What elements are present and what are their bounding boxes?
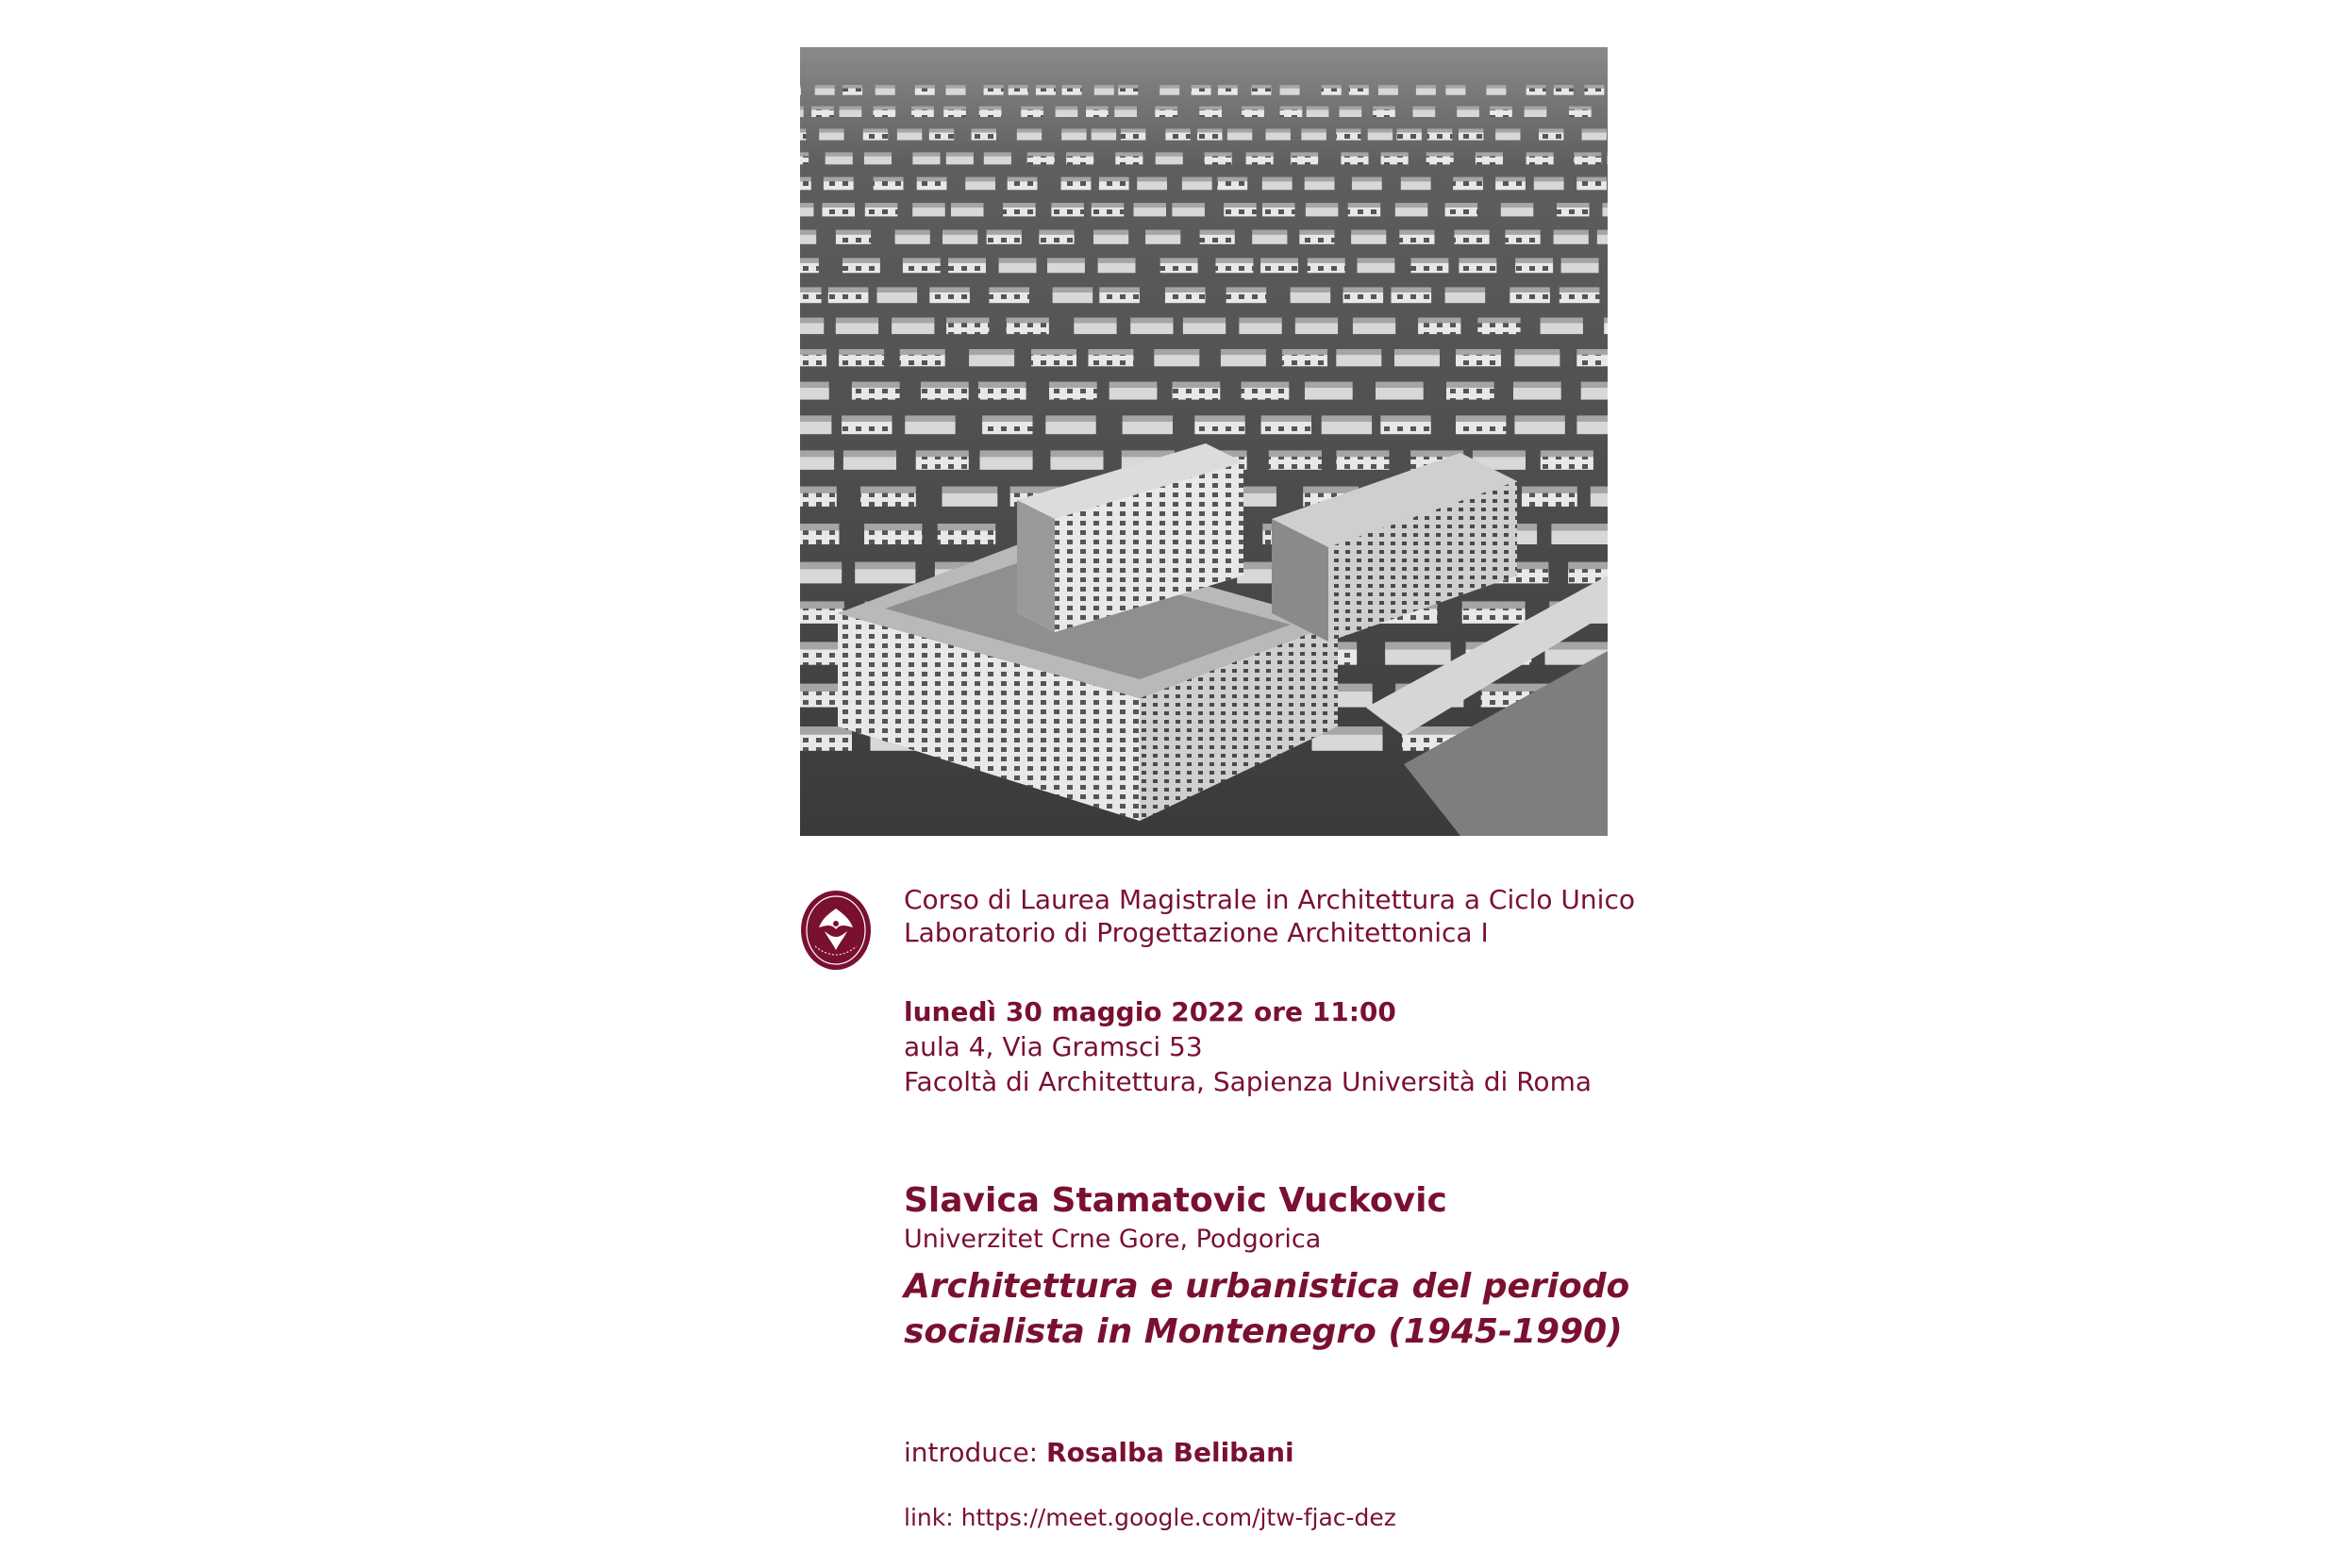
aerial-city-photo [800,47,1608,836]
speaker-affiliation [904,1224,1621,1256]
introducer [904,1436,1621,1470]
talk-title-line2: socialista in Montenegro (1945-1990) [904,1312,1623,1351]
meeting-link [904,1503,1621,1533]
event-info [904,994,1621,1099]
introducer-label: introduce: [904,1437,1039,1468]
course-name: Corso di Laurea Magistrale in Architettura a Ciclo Unico [904,884,1635,915]
talk-title [904,1264,1630,1355]
sapienza-seal-icon [800,890,872,971]
introducer-name: Rosalba Belibani [1046,1437,1294,1468]
link-label: link: [904,1504,954,1531]
event-room: aula 4, Via Gramsci 53 [904,1031,1203,1062]
speaker-name-text: Slavica Stamatovic Vuckovic [904,1181,1447,1220]
link-url[interactable]: https://meet.google.com/jtw-fjac-dez [960,1504,1396,1531]
talk-title-line1: Architettura e urbanistica del periodo [904,1267,1630,1306]
speaker-name [904,1180,1621,1222]
event-date: lunedì 30 maggio 2022 ore 11:00 [904,996,1396,1027]
course-info [904,883,1635,949]
lab-name: Laboratorio di Progettazione Architettonica I [904,917,1489,948]
speaker-affiliation-text: Univerzitet Crne Gore, Podgorica [904,1225,1322,1254]
event-venue: Facoltà di Architettura, Sapienza Università di Roma [904,1066,1592,1097]
